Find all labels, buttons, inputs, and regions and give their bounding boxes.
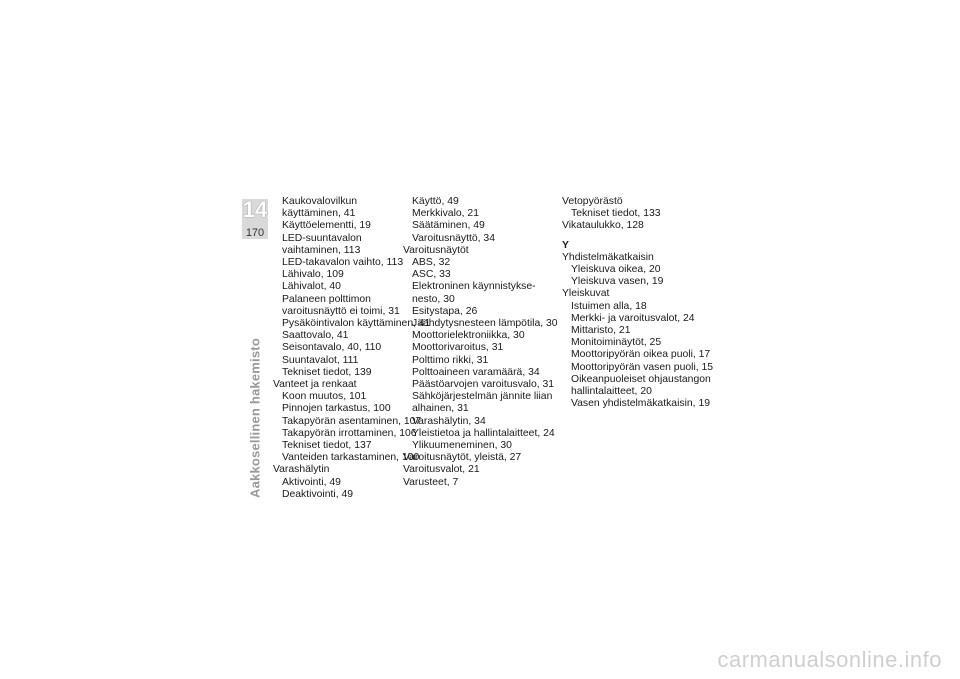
- index-subentry: Moottoripyörän vasen puoli, 15: [571, 361, 714, 373]
- index-entry: Vikataulukko, 128: [562, 220, 644, 232]
- index-subentry: Sähköjärjestelmän jännite liian: [412, 391, 553, 403]
- index-letter-heading: Y: [562, 239, 569, 251]
- index-subentry: Ylikuumeneminen, 30: [412, 440, 512, 452]
- index-subentry: Suuntavalot, 111: [282, 354, 359, 366]
- watermark-text: carmanualsonline.info: [717, 647, 942, 672]
- index-subentry: Vanteiden tarkastaminen, 100: [282, 452, 420, 464]
- index-subentry: varoitusnäyttö ei toimi, 31: [282, 305, 400, 317]
- index-entry: Varashälytin: [273, 464, 330, 476]
- index-subentry: Mittaristo, 21: [571, 325, 631, 337]
- index-subentry: Merkki- ja varoitusvalot, 24: [571, 312, 695, 324]
- index-subentry: Kaukovalovilkun: [282, 196, 358, 207]
- index-subentry: LED-suuntavalon: [282, 232, 362, 244]
- index-subentry: Säätäminen, 49: [412, 220, 485, 232]
- index-column-3: [562, 196, 712, 410]
- index-subentry: Moottoripyörän oikea puoli, 17: [571, 349, 711, 361]
- index-subentry: Takapyörän irrottaminen, 106: [282, 427, 417, 439]
- index-entry: Yhdistelmäkatkaisin: [562, 251, 654, 263]
- index-subentry: Elektroninen käynnistykse-: [412, 281, 536, 293]
- index-subentry: Vasen yhdistelmäkatkaisin, 19: [571, 398, 710, 410]
- index-subentry: Seisontavalo, 40, 110: [282, 342, 382, 354]
- index-entry: Yleiskuvat: [562, 288, 610, 300]
- index-subentry: käyttäminen, 41: [282, 208, 356, 220]
- index-subentry: Polttimo rikki, 31: [412, 354, 489, 366]
- index-subentry: Käyttöelementti, 19: [282, 220, 371, 232]
- index-subentry: Polttoaineen varamäärä, 34: [412, 366, 540, 378]
- index-subentry: Saattovalo, 41: [282, 330, 349, 342]
- index-subentry: Varoitusnäyttö, 34: [412, 232, 495, 244]
- index-entry: Varusteet, 7: [403, 476, 459, 488]
- index-subentry: Istuimen alla, 18: [571, 300, 647, 312]
- index-subentry: Moottorivaroitus, 31: [412, 342, 504, 354]
- index-entry: Varoitusnäytöt: [403, 244, 469, 256]
- index-subentry: alhainen, 31: [412, 403, 469, 415]
- index-subentry: Lähivalot, 40: [282, 281, 341, 293]
- index-subentry: Varashälytin, 34: [412, 415, 486, 427]
- index-subentry: Pinnojen tarkastus, 100: [282, 403, 391, 415]
- index-subentry: Merkkivalo, 21: [412, 208, 479, 220]
- index-subentry: Esitystapa, 26: [412, 305, 478, 317]
- index-subentry: Tekniset tiedot, 133: [571, 208, 661, 220]
- index-subentry: Yleiskuva vasen, 19: [571, 276, 664, 288]
- index-subentry: ABS, 32: [412, 257, 451, 269]
- index-subentry: Palaneen polttimon: [282, 293, 371, 305]
- index-subentry: Jäähdytysnesteen lämpötila, 30: [412, 318, 558, 330]
- index-subentry: Lähivalo, 109: [282, 269, 344, 281]
- index-subentry: Aktivointi, 49: [282, 476, 341, 488]
- index-subentry: Koon muutos, 101: [282, 391, 367, 403]
- index-subentry: ASC, 33: [412, 269, 451, 281]
- index-subentry: Yleistietoa ja hallintalaitteet, 24: [412, 427, 555, 439]
- index-entry: Vanteet ja renkaat: [273, 379, 357, 391]
- index-subentry: LED-takavalon vaihto, 113: [282, 257, 404, 269]
- index-subentry: hallintalaitteet, 20: [571, 386, 652, 398]
- index-subentry: Tekniset tiedot, 139: [282, 366, 372, 378]
- index-subentry: Takapyörän asentaminen, 107: [282, 415, 422, 427]
- index-column-2: [403, 196, 558, 489]
- index-subentry: Deaktivointi, 49: [282, 488, 354, 500]
- index-entry: Vetopyörästö: [562, 196, 623, 207]
- index-subentry: Moottorielektroniikka, 30: [412, 330, 525, 342]
- index-subentry: Tekniset tiedot, 137: [282, 440, 372, 452]
- index-subentry: Yleiskuva oikea, 20: [571, 264, 661, 276]
- index-subentry: Monitoiminäytöt, 25: [571, 337, 662, 349]
- chapter-number: 14: [242, 197, 268, 222]
- page-number: 170: [245, 227, 265, 239]
- section-title-vertical: Aakkosellinen hakemisto: [247, 338, 263, 498]
- index-entry: Varoitusnäytöt, yleistä, 27: [403, 452, 522, 464]
- index-subentry: Oikeanpuoleiset ohjaustangon: [571, 373, 711, 385]
- index-subentry: Käyttö, 49: [412, 196, 459, 207]
- index-entry: Varoitusvalot, 21: [403, 464, 480, 476]
- index-subentry: Päästöarvojen varoitusvalo, 31: [412, 379, 555, 391]
- index-subentry: vaihtaminen, 113: [282, 244, 361, 256]
- index-subentry: Pysäköintivalon käyttäminen, 41: [282, 318, 431, 330]
- index-subentry: nesto, 30: [412, 293, 455, 305]
